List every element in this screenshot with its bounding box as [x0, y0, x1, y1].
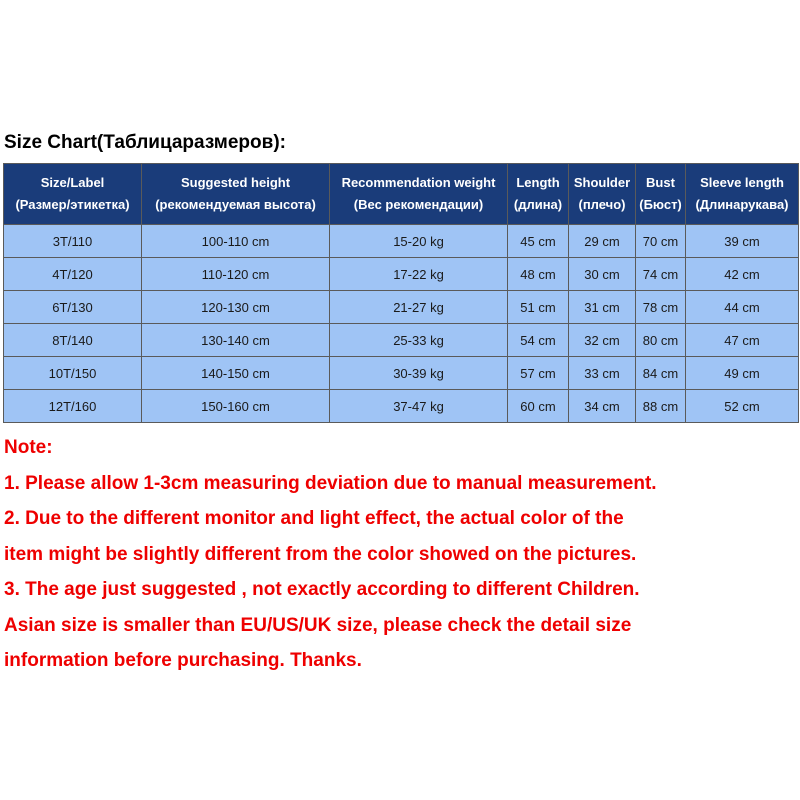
- cell-height: 150-160 cm: [142, 390, 330, 423]
- cell-bust: 80 cm: [636, 324, 686, 357]
- header-length: Length (длина): [508, 164, 569, 225]
- table-row: [4, 324, 799, 357]
- cell-weight: 30-39 kg: [330, 357, 508, 390]
- cell-shoulder: 30 cm: [569, 258, 636, 291]
- cell-height: 100-110 cm: [142, 225, 330, 258]
- cell-size-label: 10T/150: [4, 357, 142, 390]
- note-line: item might be slightly different from the color showed on the pictures.: [4, 543, 637, 565]
- cell-size-label: 8T/140: [4, 324, 142, 357]
- cell-sleeve-length: 47 cm: [686, 324, 799, 357]
- cell-sleeve-length: 39 cm: [686, 225, 799, 258]
- size-chart-title: Size Chart(Таблицаразмеров):: [4, 132, 286, 153]
- note-line: 3. The age just suggested , not exactly according to different Children.: [4, 579, 640, 600]
- cell-shoulder: 34 cm: [569, 390, 636, 423]
- notes-heading: Note:: [4, 437, 53, 458]
- cell-shoulder: 31 cm: [569, 291, 636, 324]
- cell-weight: 37-47 kg: [330, 390, 508, 423]
- header-bust: Bust (Бюст): [636, 164, 686, 225]
- cell-weight: 17-22 kg: [330, 258, 508, 291]
- header-suggested-height: Suggested height (рекомендуемая высота): [142, 164, 330, 225]
- cell-weight: 21-27 kg: [330, 291, 508, 324]
- cell-bust: 84 cm: [636, 357, 686, 390]
- note-line: 1. Please allow 1-3cm measuring deviation due to manual measurement.: [4, 472, 657, 494]
- cell-length: 51 cm: [508, 291, 569, 324]
- table-row: [4, 225, 799, 258]
- cell-bust: 88 cm: [636, 390, 686, 423]
- size-chart-table: [3, 163, 799, 423]
- cell-shoulder: 32 cm: [569, 324, 636, 357]
- cell-height: 120-130 cm: [142, 291, 330, 324]
- table-header-row: [4, 164, 799, 225]
- cell-bust: 78 cm: [636, 291, 686, 324]
- cell-length: 60 cm: [508, 390, 569, 423]
- notes-section: [4, 430, 799, 679]
- cell-sleeve-length: 49 cm: [686, 357, 799, 390]
- cell-size-label: 4T/120: [4, 258, 142, 291]
- cell-sleeve-length: 52 cm: [686, 390, 799, 423]
- cell-size-label: 6T/130: [4, 291, 142, 324]
- cell-length: 48 cm: [508, 258, 569, 291]
- cell-size-label: 12T/160: [4, 390, 142, 423]
- cell-weight: 25-33 kg: [330, 324, 508, 357]
- cell-length: 54 cm: [508, 324, 569, 357]
- cell-shoulder: 29 cm: [569, 225, 636, 258]
- cell-bust: 74 cm: [636, 258, 686, 291]
- cell-height: 130-140 cm: [142, 324, 330, 357]
- table-row: [4, 258, 799, 291]
- header-sleeve-length: Sleeve length (Длинарукава): [686, 164, 799, 225]
- cell-height: 140-150 cm: [142, 357, 330, 390]
- cell-shoulder: 33 cm: [569, 357, 636, 390]
- cell-bust: 70 cm: [636, 225, 686, 258]
- note-line: information before purchasing. Thanks.: [4, 650, 362, 671]
- cell-length: 45 cm: [508, 225, 569, 258]
- note-line: 2. Due to the different monitor and light effect, the actual color of the: [4, 508, 624, 529]
- cell-weight: 15-20 kg: [330, 225, 508, 258]
- header-recommendation-weight: Recommendation weight (Вес рекомендации): [330, 164, 508, 225]
- cell-size-label: 3T/110: [4, 225, 142, 258]
- cell-height: 110-120 cm: [142, 258, 330, 291]
- cell-sleeve-length: 42 cm: [686, 258, 799, 291]
- cell-sleeve-length: 44 cm: [686, 291, 799, 324]
- note-line: Asian size is smaller than EU/US/UK size, please check the detail size: [4, 614, 632, 636]
- header-size-label: Size/Label (Размер/этикетка): [4, 164, 142, 225]
- header-shoulder: Shoulder (плечо): [569, 164, 636, 225]
- table-row: [4, 291, 799, 324]
- table-row: [4, 357, 799, 390]
- table-row: [4, 390, 799, 423]
- cell-length: 57 cm: [508, 357, 569, 390]
